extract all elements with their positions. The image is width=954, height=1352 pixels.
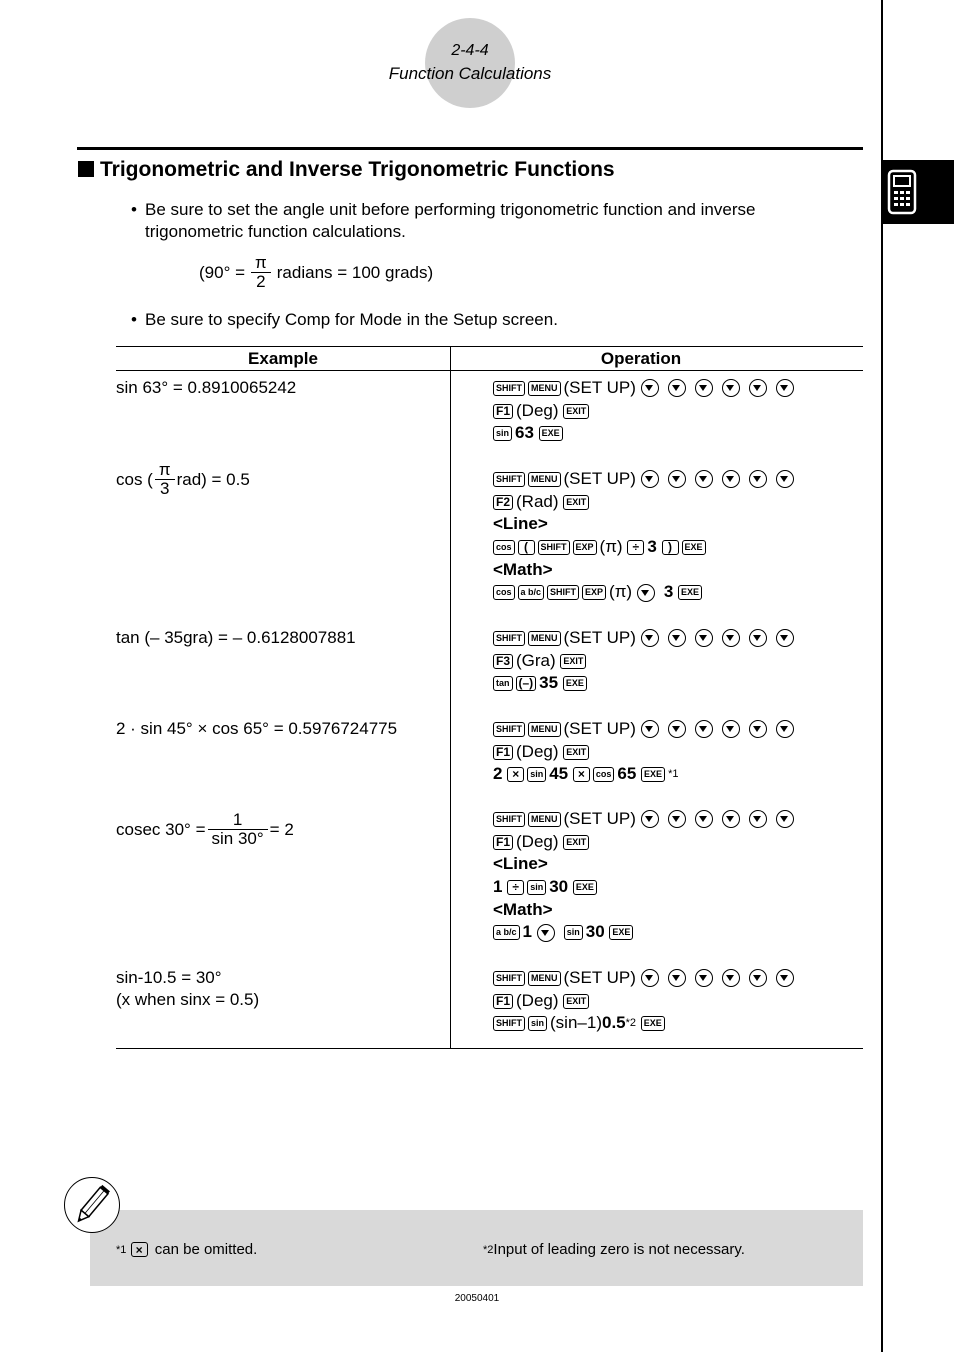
down-arrow-icon <box>776 720 794 738</box>
down-arrow-icon <box>668 379 686 397</box>
down-arrow-icon <box>776 470 794 488</box>
down-arrow-icon <box>641 629 659 647</box>
exit-key: EXIT <box>563 835 589 850</box>
f1-key: F1 <box>493 745 513 760</box>
pencil-icon <box>64 1177 120 1233</box>
shift-key: SHIFT <box>493 722 525 737</box>
example-arcsin: sin-10.5 = 30° (x when sinx = 0.5) <box>116 968 260 1009</box>
down-arrow-icon <box>695 629 713 647</box>
down-arrow-icon <box>637 584 655 602</box>
example-sin45-cos65: 2 · sin 45° × cos 65° = 0.5976724775 <box>116 719 398 738</box>
cos-key: cos <box>593 767 615 782</box>
f1-key: F1 <box>493 994 513 1009</box>
exe-key: EXE <box>682 540 706 555</box>
example-tan-35gra: tan (– 35gra) = – 0.6128007881 <box>116 628 356 647</box>
down-arrow-icon <box>749 969 767 987</box>
down-arrow-icon <box>641 810 659 828</box>
shift-key: SHIFT <box>547 585 579 600</box>
down-arrow-icon <box>668 629 686 647</box>
down-arrow-icon <box>722 629 740 647</box>
down-arrow-icon <box>776 969 794 987</box>
multiply-key: × <box>507 767 524 782</box>
menu-key: MENU <box>528 631 561 646</box>
cos-key: cos <box>493 585 515 600</box>
operation-sin63: SHIFT MENU (SET UP) F1 (Deg) EXIT sin 63 EXE <box>493 377 803 445</box>
down-arrow-icon <box>722 969 740 987</box>
down-arrow-icon <box>695 810 713 828</box>
shift-key: SHIFT <box>493 971 525 986</box>
down-arrow-icon <box>722 470 740 488</box>
down-arrow-icon <box>749 720 767 738</box>
left-paren-key: ( <box>518 540 535 555</box>
chapter-side-tab <box>883 160 954 224</box>
exe-key: EXE <box>641 767 665 782</box>
down-arrow-icon <box>695 470 713 488</box>
exit-key: EXIT <box>563 994 589 1009</box>
note-1: *1 × can be omitted. <box>116 1241 258 1258</box>
down-arrow-icon <box>695 969 713 987</box>
note-2: *2 Input of leading zero is not necessary. <box>483 1241 745 1258</box>
shift-key: SHIFT <box>493 472 525 487</box>
cos-key: cos <box>493 540 515 555</box>
down-arrow-icon <box>776 629 794 647</box>
line-mode-label: <Line> <box>493 514 548 534</box>
fraction-key: a b/c <box>493 925 520 940</box>
table-header-rule <box>116 370 863 371</box>
f1-key: F1 <box>493 404 513 419</box>
bullet-comp-mode: • Be sure to specify Comp for Mode in the Setup screen. <box>131 310 558 329</box>
divide-key: ÷ <box>507 880 524 895</box>
down-arrow-icon <box>668 470 686 488</box>
down-arrow-icon <box>776 379 794 397</box>
menu-key: MENU <box>528 812 561 827</box>
example-cos-pi3: cos ( $\frac{\pi}{3}$ rad) = 0.5 <box>116 460 250 498</box>
fraction-key: a b/c <box>518 585 545 600</box>
multiply-key: × <box>131 1242 148 1257</box>
table-bottom-rule <box>116 1048 863 1049</box>
math-mode-label: <Math> <box>493 899 553 919</box>
exp-key: EXP <box>582 585 606 600</box>
column-header-operation: Operation <box>600 349 682 368</box>
math-mode-label: <Math> <box>493 559 553 579</box>
down-arrow-icon <box>749 810 767 828</box>
exp-key: EXP <box>573 540 597 555</box>
chapter-title: Function Calculations <box>388 64 552 83</box>
calculator-icon <box>887 169 917 215</box>
shift-key: SHIFT <box>538 540 570 555</box>
right-paren-key: ) <box>662 540 679 555</box>
exit-key: EXIT <box>563 495 589 510</box>
operation-sin45-cos65: SHIFT MENU (SET UP) F1 (Deg) EXIT 2 × sin 45 × cos 65 EXE *1 <box>493 718 803 786</box>
down-arrow-icon <box>641 470 659 488</box>
down-arrow-icon <box>749 470 767 488</box>
bullet-angle-unit: • Be sure to set the angle unit before performing trigonometric function and inverse trigonometric function calculations. <box>131 200 756 241</box>
sin-key: sin <box>564 925 583 940</box>
down-arrow-icon <box>722 810 740 828</box>
page-number: 2-4-4 <box>451 42 489 59</box>
sin-key: sin <box>528 1016 547 1031</box>
multiply-key: × <box>573 767 590 782</box>
menu-key: MENU <box>528 971 561 986</box>
divide-key: ÷ <box>627 540 644 555</box>
example-cosec30: cosec 30° = $\frac{1}{\sin 30^\circ}$ = 2 <box>116 810 294 848</box>
down-arrow-icon <box>537 924 555 942</box>
footnote-mark: *1 <box>668 768 679 781</box>
down-arrow-icon <box>641 379 659 397</box>
table-top-rule <box>116 346 863 347</box>
header-circle <box>425 18 515 108</box>
sin-key: sin <box>527 767 546 782</box>
shift-key: SHIFT <box>493 381 525 396</box>
down-arrow-icon <box>695 720 713 738</box>
section-rule <box>77 147 863 150</box>
exe-key: EXE <box>573 880 597 895</box>
exit-key: EXIT <box>563 745 589 760</box>
operation-tan-35gra: SHIFT MENU (SET UP) F3 (Gra) EXIT tan (–) 35 EXE <box>493 627 803 695</box>
line-mode-label: <Line> <box>493 854 548 874</box>
down-arrow-icon <box>668 720 686 738</box>
menu-key: MENU <box>528 722 561 737</box>
exe-key: EXE <box>539 426 563 441</box>
table-column-divider <box>450 346 451 1049</box>
down-arrow-icon <box>641 969 659 987</box>
angle-equation: (90° = $\frac{\pi}{2}$ radians = 100 grads) <box>199 253 434 291</box>
tan-key: tan <box>493 676 513 691</box>
sin-key: sin <box>527 880 546 895</box>
down-arrow-icon <box>668 810 686 828</box>
down-arrow-icon <box>722 720 740 738</box>
menu-key: MENU <box>528 472 561 487</box>
sin-key: sin <box>493 426 512 441</box>
negative-key: (–) <box>516 676 537 691</box>
down-arrow-icon <box>641 720 659 738</box>
f1-key: F1 <box>493 835 513 850</box>
shift-key: SHIFT <box>493 631 525 646</box>
exe-key: EXE <box>563 676 587 691</box>
shift-key: SHIFT <box>493 812 525 827</box>
down-arrow-icon <box>749 379 767 397</box>
down-arrow-icon <box>722 379 740 397</box>
down-arrow-icon <box>668 969 686 987</box>
exit-key: EXIT <box>563 404 589 419</box>
exit-key: EXIT <box>560 654 586 669</box>
operation-cos-pi3: SHIFT MENU (SET UP) F2 (Rad) EXIT <Line> cos ( SHIFT EXP (π) ÷ 3 ) EXE <Math> cos a b/c SHIFT EXP (π) 3 EXE <box>493 468 803 604</box>
section-title: Trigonometric and Inverse Trigonometric Functions <box>78 158 615 182</box>
operation-cosec30: SHIFT MENU (SET UP) F1 (Deg) EXIT <Line> 1 ÷ sin 30 EXE <Math> a b/c 1 sin 30 EXE <box>493 808 803 944</box>
column-header-example: Example <box>248 349 318 368</box>
exe-key: EXE <box>678 585 702 600</box>
footnote-mark: *2 <box>625 1017 637 1030</box>
down-arrow-icon <box>776 810 794 828</box>
down-arrow-icon <box>695 379 713 397</box>
section-square-icon <box>78 161 94 177</box>
footer-code: 20050401 <box>454 1293 500 1304</box>
f3-key: F3 <box>493 654 513 669</box>
example-sin63: sin 63° = 0.8910065242 <box>116 378 297 397</box>
exe-key: EXE <box>609 925 633 940</box>
menu-key: MENU <box>528 381 561 396</box>
exe-key: EXE <box>641 1016 665 1031</box>
operation-arcsin: SHIFT MENU (SET UP) F1 (Deg) EXIT SHIFT sin (sin–1) 0.5 *2 EXE <box>493 967 803 1035</box>
shift-key: SHIFT <box>493 1016 525 1031</box>
f2-key: F2 <box>493 495 513 510</box>
down-arrow-icon <box>749 629 767 647</box>
